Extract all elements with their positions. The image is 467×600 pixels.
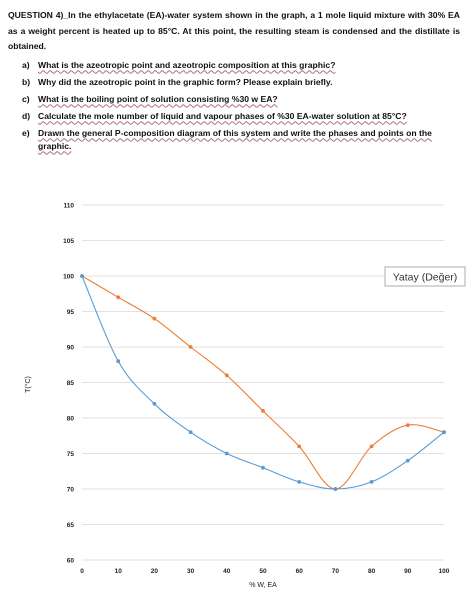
series-2-point: [80, 274, 84, 278]
y-tick-label: 90: [66, 344, 74, 352]
question-text: What is the azeotropic point and azeotropic composition at this graphic?: [38, 59, 336, 70]
y-axis-label: T(°C): [25, 376, 32, 393]
x-axis-label: % W, EA: [249, 582, 277, 589]
series-1-point: [153, 317, 157, 321]
question-item-d: [8, 110, 460, 123]
y-tick-label: 110: [63, 202, 74, 210]
series-2-point: [225, 452, 229, 456]
x-tick-label: 60: [295, 568, 303, 575]
y-tick-label: 100: [63, 273, 74, 281]
question-item-a: [8, 59, 460, 72]
y-tick-label: 65: [66, 521, 74, 529]
series-2-point: [153, 402, 157, 406]
question-letter: d): [22, 110, 31, 121]
x-tick-label: 80: [367, 568, 376, 575]
series-2-point: [370, 480, 374, 484]
question-letter: b): [22, 76, 31, 87]
x-tick-labels: [80, 568, 450, 575]
y-tick-label: 105: [63, 237, 74, 245]
tooltip: [385, 267, 465, 286]
series-1-point: [189, 345, 193, 349]
series-1-point: [225, 374, 229, 378]
y-tick-label: 70: [66, 486, 74, 494]
x-tick-label: 30: [186, 568, 195, 575]
chart-container: [0, 190, 467, 595]
question-item-b: [8, 76, 460, 89]
y-tick-label: 95: [66, 308, 74, 316]
series-2-point: [334, 487, 338, 491]
question-letter: c): [22, 93, 30, 104]
x-tick-label: 10: [114, 568, 122, 575]
series-1-point: [297, 445, 301, 449]
x-tick-label: 20: [150, 568, 159, 575]
question-item-c: [8, 93, 460, 106]
question-item-e: [8, 127, 460, 153]
question-text: Drawn the general P-composition diagram of this system and write the phases and points on the graphic.: [38, 127, 432, 151]
series-1-point: [370, 445, 374, 449]
series-2-point: [261, 466, 265, 470]
question-header: QUESTION 4)_In the ethylacetate (EA)-water system shown in the graph, a 1 mole liquid mixture with 30% EA as a weight percent is heated up to 85°C. At this point, the resulting steam is condensed and the distillate is obtained.: [8, 10, 460, 51]
x-tick-label: 90: [404, 568, 412, 575]
series-2-point: [297, 480, 301, 484]
series-1-point: [261, 409, 265, 413]
x-tick-label: 100: [438, 568, 450, 575]
series-2-point: [189, 430, 193, 434]
x-tick-label: 0: [80, 568, 84, 575]
y-tick-labels: [63, 202, 74, 564]
x-tick-label: 70: [331, 568, 340, 575]
x-tick-label: 40: [223, 568, 231, 575]
question-block: [8, 8, 460, 157]
question-text: What is the boiling point of solution consisting %30 w EA?: [38, 93, 278, 104]
series-2-point: [406, 459, 410, 463]
question-letter: a): [22, 59, 30, 70]
grid-lines: [82, 205, 444, 560]
phase-diagram-chart: [0, 190, 467, 595]
series-1-point: [116, 295, 120, 299]
series-2-point: [116, 359, 120, 363]
question-text: Why did the azeotropic point in the graphic form? Please explain briefly.: [38, 76, 333, 87]
question-text: Calculate the mole number of liquid and vapour phases of %30 EA-water solution at 85°C?: [38, 110, 407, 121]
tooltip-text: Yatay (Değer): [392, 271, 458, 284]
series-2-point: [442, 430, 446, 434]
y-tick-label: 60: [66, 557, 74, 565]
y-tick-label: 85: [66, 379, 74, 387]
series-1-point: [406, 423, 410, 427]
y-tick-label: 75: [66, 450, 74, 458]
question-letter: e): [22, 127, 30, 138]
y-tick-label: 80: [66, 415, 74, 423]
question-list: [8, 59, 460, 153]
x-tick-label: 50: [259, 568, 267, 575]
